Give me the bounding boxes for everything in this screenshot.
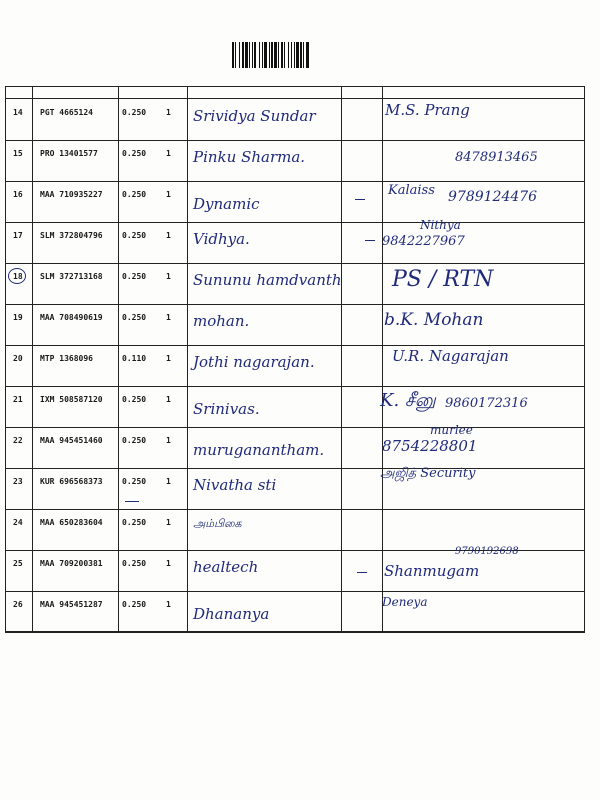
row-sno: 19 (13, 313, 23, 322)
row-weight: 0.250 (122, 518, 147, 527)
row-weight: 0.250 (122, 436, 147, 445)
row-pcs: 1 (166, 231, 171, 240)
row-consignee-handwriting: Vidhya. (193, 230, 250, 248)
row-sno: 16 (13, 190, 23, 199)
row-consignee-handwriting: Sununu hamdvanth (193, 271, 342, 289)
row-weight: 0.250 (122, 190, 147, 199)
row-consignee-handwriting: Pinku Sharma. (193, 148, 306, 166)
row-consignment-no: MAA 708490619 (40, 313, 103, 322)
row-consignment-no: SLM 372713168 (40, 272, 103, 281)
row-sno: 22 (13, 436, 23, 445)
row-consignee-handwriting: Dynamic (193, 195, 260, 213)
table-row (5, 99, 585, 140)
row-seal-signature: murlee (430, 423, 473, 437)
row-consignee-handwriting: Jothi nagarajan. (193, 353, 315, 371)
row-pcs: 1 (166, 477, 171, 486)
table-row (5, 386, 585, 427)
row-consignee-handwriting: Nivatha sti (193, 476, 277, 494)
row-phone-handwriting: 8754228801 (382, 437, 478, 455)
row-pcs: 1 (166, 272, 171, 281)
row-pcs: 1 (166, 108, 171, 117)
row-sno: 14 (13, 108, 23, 117)
table-row (5, 509, 585, 550)
table-row (5, 263, 585, 304)
row-phone-handwriting: 9842227967 (382, 234, 465, 249)
row-consignment-no: MAA 709200381 (40, 559, 103, 568)
row-consignment-no: MAA 650283604 (40, 518, 103, 527)
row-consignment-no: PRO 13401577 (40, 149, 98, 158)
row-phone-handwriting: 8478913465 (455, 150, 538, 165)
row-consignee-handwriting: Srinivas. (193, 400, 260, 418)
row-seal-signature: M.S. Prang (385, 101, 470, 119)
barcode (232, 42, 358, 68)
row-weight: 0.250 (122, 559, 147, 568)
row-sno: 20 (13, 354, 23, 363)
row-pcs: 1 (166, 354, 171, 363)
row-sno: 24 (13, 518, 23, 527)
row-consignee-handwriting: healtech (193, 558, 259, 576)
row-consignee-handwriting: muruganantham. (193, 441, 325, 459)
row-seal-signature: U.R. Nagarajan (392, 347, 509, 365)
row-consignment-no: MAA 945451287 (40, 600, 103, 609)
row-pcs: 1 (166, 190, 171, 199)
row-weight: 0.250 (122, 108, 147, 117)
row-pcs: 1 (166, 600, 171, 609)
weight-dash-mark (125, 501, 139, 502)
table-row (5, 423, 585, 468)
row-consignment-no: MTP 1368096 (40, 354, 93, 363)
row-phone-handwriting: 9790192698 (455, 546, 519, 557)
row-consignment-no: MAA 710935227 (40, 190, 103, 199)
row-consignee-handwriting: Dhananya (193, 605, 270, 623)
table-row (5, 181, 585, 222)
row-phone-handwriting: 9860172316 (445, 396, 528, 411)
sno-circle-mark (8, 268, 26, 284)
row-sno: 15 (13, 149, 23, 158)
row-seal-signature: PS / RTN (392, 267, 494, 292)
table-row (5, 304, 585, 345)
table-row (5, 218, 585, 263)
runsheet-table (5, 86, 585, 632)
row-seal-signature: அஜித் Security (380, 466, 476, 481)
row-phone-handwriting: 9789124476 (448, 189, 538, 205)
row-sno: 21 (13, 395, 23, 404)
row-sno: 23 (13, 477, 23, 486)
row-consignment-no: PGT 4665124 (40, 108, 93, 117)
remark-dash-mark (355, 199, 365, 200)
row-weight: 0.250 (122, 272, 147, 281)
table-row (5, 345, 585, 386)
row-sno: 25 (13, 559, 23, 568)
row-seal-signature: b.K. Mohan (384, 310, 484, 330)
row-weight: 0.250 (122, 313, 147, 322)
table-row (5, 468, 585, 509)
table-row (5, 140, 585, 181)
row-pcs: 1 (166, 313, 171, 322)
row-consignment-no: IXM 508587120 (40, 395, 103, 404)
row-seal-signature: Nithya (420, 218, 461, 232)
row-weight: 0.250 (122, 149, 147, 158)
row-seal-signature: Kalaiss (388, 183, 435, 198)
row-weight: 0.250 (122, 477, 147, 486)
row-consignee-handwriting: mohan. (193, 312, 250, 330)
row-consignment-no: KUR 696568373 (40, 477, 103, 486)
row-seal-signature: Deneya (382, 595, 428, 609)
row-seal-signature: Shanmugam (384, 562, 480, 580)
row-sno: 17 (13, 231, 23, 240)
row-pcs: 1 (166, 149, 171, 158)
table-row (5, 546, 585, 591)
row-consignee-handwriting: Srividya Sundar (193, 107, 316, 125)
row-weight: 0.250 (122, 395, 147, 404)
row-consignee-handwriting: அம்பிகை (193, 517, 242, 530)
row-weight: 0.250 (122, 600, 147, 609)
row-seal-signature: K. சீனு (380, 390, 436, 411)
row-pcs: 1 (166, 436, 171, 445)
row-sno: 18 (13, 272, 23, 281)
row-consignment-no: MAA 945451460 (40, 436, 103, 445)
row-pcs: 1 (166, 559, 171, 568)
row-weight: 0.110 (122, 354, 147, 363)
row-consignment-no: SLM 372804796 (40, 231, 103, 240)
table-row (5, 591, 585, 632)
row-sno: 26 (13, 600, 23, 609)
row-pcs: 1 (166, 395, 171, 404)
remark-dash-mark (357, 572, 367, 573)
row-pcs: 1 (166, 518, 171, 527)
remark-dash-mark (365, 240, 375, 241)
row-weight: 0.250 (122, 231, 147, 240)
